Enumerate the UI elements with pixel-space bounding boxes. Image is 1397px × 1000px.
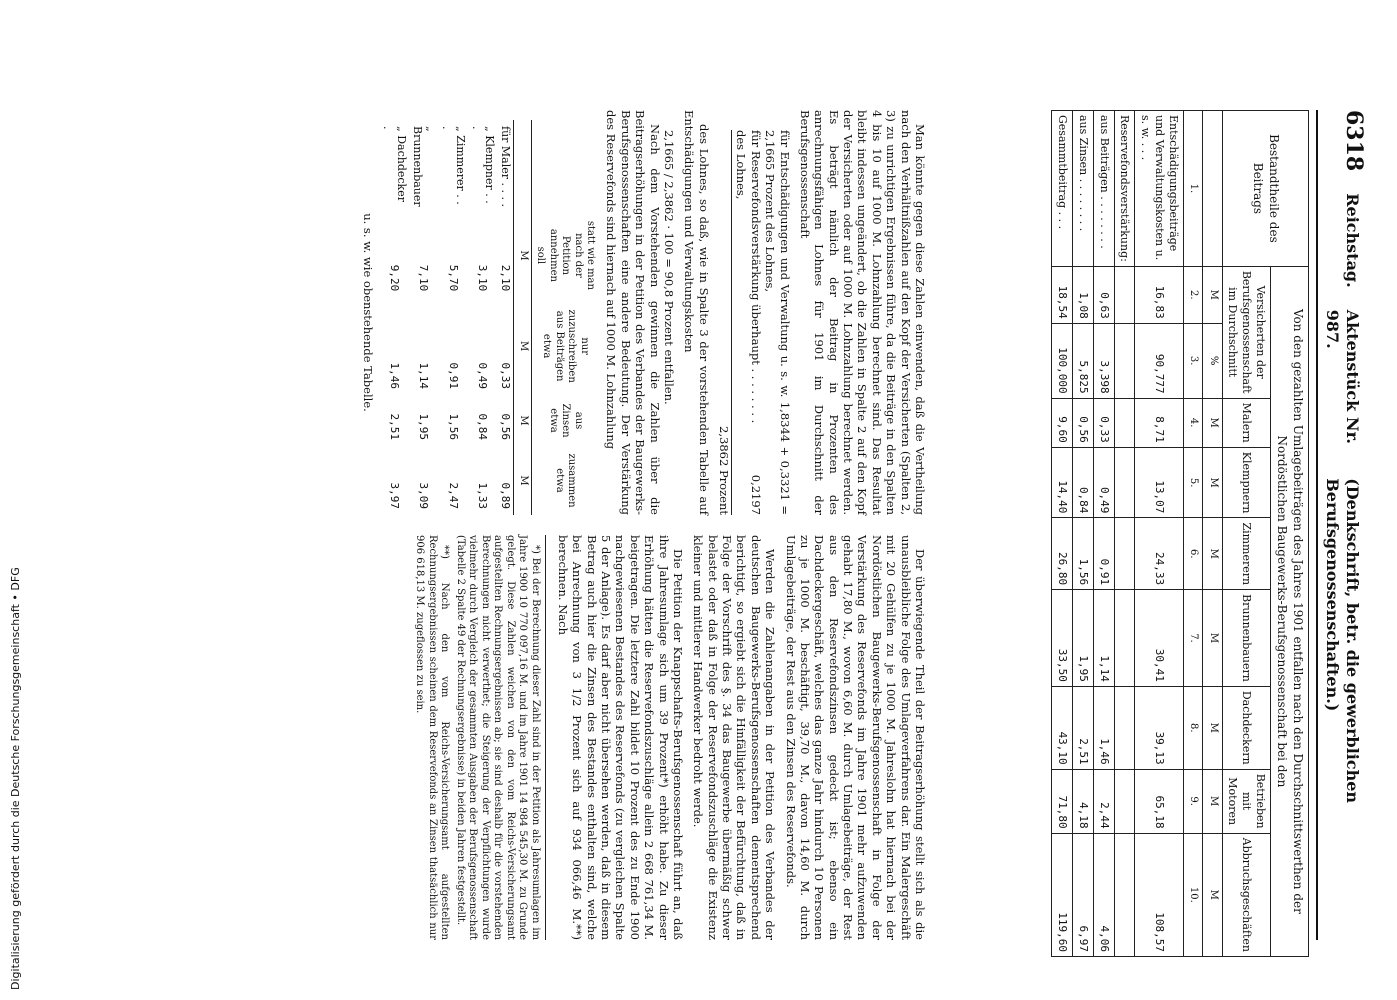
value-cell: 1,08 (1073, 266, 1094, 323)
small-col-header: nur zuzuschreiben aus Beiträgen etwa (531, 297, 598, 395)
value-cell: 1,95 (417, 413, 431, 441)
value-cell (1114, 590, 1135, 687)
value-cell: 119,60 (1052, 833, 1073, 956)
row-label: Reservefondsverstärkung: (1114, 111, 1135, 267)
table-index-row (1183, 111, 1203, 957)
value-cell: 0,33 (1093, 398, 1114, 447)
value-cell: 3,398 (1093, 323, 1114, 398)
value-cell: 1,46 (1093, 686, 1114, 769)
value-cell: 3,09 (417, 482, 431, 509)
value-cell: 0,33 (499, 362, 513, 390)
value-cell: 1,95 (1073, 590, 1094, 687)
value-cell: 100,000 (1052, 323, 1073, 398)
value-cell: 6,97 (1073, 833, 1094, 956)
col-header-klempner: Klempnern (1222, 447, 1270, 518)
calc-value: 0,2197 (748, 474, 763, 515)
value-cell: 1,46 (388, 362, 401, 390)
index-cell: 3. (1183, 323, 1203, 398)
value-cell: 14,40 (1052, 447, 1073, 518)
calc-sub: des Lohnes, (734, 130, 749, 200)
index-cell: 5. (1183, 447, 1203, 518)
paragraph: Werden die Zahlenangaben in der Petition des Verbandes der deutschen Baugewerks-Berufsgenossenschaften dementsprechend berichtigt, so ergiebt sich die Hinfälligkeit der Befürchtung, daß in Folge der Vorschrift des §. 34 das Baugewerbe übermäßig schwer belastet oder daß in Folge der Reservefondszuschläge die Existenz kleiner und mittlerer Handwerker bedroht werde. (691, 535, 778, 940)
calc-line-entschaedigung: für Entschädigungen und Verwaltung u. s. w. 1,8344 + 0,3321 = 2,1665 Prozent des Lohnes, (763, 130, 792, 515)
value-cell: 2,47 (447, 482, 460, 509)
value-cell: 90,777 (1135, 323, 1183, 398)
value-cell: 1,56 (447, 413, 460, 441)
value-cell: 5,70 (447, 264, 460, 292)
right-column (361, 535, 927, 940)
row-label: aus Zinsen . . . . . . . . (1073, 111, 1094, 267)
value-cell: 9,60 (1052, 398, 1073, 447)
value-cell: 5,825 (1073, 323, 1094, 398)
petition-comparison-table (379, 120, 598, 515)
unit-cell: M (1203, 398, 1223, 447)
table-first-col-header: Bestandtheile des Beitrags (1222, 111, 1308, 267)
value-cell: 33,50 (1052, 590, 1073, 687)
value-cell: 0,91 (447, 362, 460, 390)
value-cell: 108,57 (1135, 833, 1183, 956)
col-header-dachdecker: Dachdeckern (1222, 686, 1270, 769)
index-cell: 10. (1183, 833, 1203, 956)
value-cell: 2,10 (499, 264, 513, 292)
value-cell (1114, 518, 1135, 590)
footnotes (413, 535, 546, 940)
unit-cell: M (514, 297, 532, 395)
value-cell: 1,56 (1073, 518, 1094, 590)
calc-line-reserve (749, 130, 763, 515)
value-cell: 0,49 (1093, 447, 1114, 518)
credit-text: Digitalisierung gefördert durch die Deutsche Forschungsgemeinschaft • DFG (9, 567, 22, 990)
value-cell (1114, 769, 1135, 833)
document-title: (Denkschrift, betr. die gewerblichen Berufsgenossenschaften.) (1323, 478, 1362, 804)
paragraph: Der überwiegende Theil der Beitragserhöhung stellt sich als die unausbleibliche Folge des Umlageverfahrens dar. Ein Malergeschäft mit 20 Gehülfen zu je 1000 M. Jahreslohn hat hiernach bei der Nordöstlichen Baugewerks-Berufsgenossenschaft in Folge der Verstärkung des Reservefonds im Jahre 1901 mehr aufzuwenden gehabt 17,80 M., wovon 6,60 M. durch Umlagebeiträge, der Rest aus den Reservefondszinsen gedeckt ist; ebenso ein Dachdeckergeschäft, welches das ganze Jahr hindurch 10 Personen zu je 1000 M. beschäftigt, 39,70 M., davon 14,60 M. durch Umlagebeiträge, der Rest aus den Zinsen des Reservefonds. (783, 535, 927, 940)
value-cell: 26,80 (1052, 518, 1073, 590)
value-cell: 4,06 (1093, 833, 1114, 956)
unit-cell: M (514, 214, 532, 298)
paragraph: des Lohnes, so daß, wie in Spalte 3 der vorstehenden Tabelle auf Entschädigungen und Verwaltungskosten (682, 110, 711, 515)
table-row (1093, 111, 1114, 957)
index-cell: 6. (1183, 518, 1203, 590)
small-col-header: aus Zinsen etwa (531, 395, 598, 446)
value-cell: 0,56 (499, 413, 513, 441)
value-cell (1114, 398, 1135, 447)
value-cell: 2,44 (1093, 769, 1114, 833)
trade-label: „ Zimmerer . . . (440, 126, 467, 205)
unit-cell: M (1203, 769, 1223, 833)
small-table-body (379, 120, 513, 515)
col-header-average: Versicherten der Berufsgenossenschaft im Durchschnitt (1222, 266, 1270, 398)
value-cell: 43,10 (1052, 686, 1073, 769)
calc-label: für Reservefondsverstärkung überhaupt . . . . . . . . (748, 130, 763, 424)
value-cell: 3,97 (388, 482, 401, 509)
unit-cell: M (514, 446, 532, 515)
value-cell (1114, 266, 1135, 323)
paragraph: Man könnte gegen diese Zahlen einwenden, daß die Vertheilung nach den Verhältnißzahlen auf den Kopf der Versicherten (Spalten 2, 3) zu unrichtigen Ergebnissen führe, da die Beiträge in den Spalten 4 bis 10 auf 1000 M. Lohnzahlung berechnet sind. Das Resultat bleibt indessen ungeändert, ob die Zahlen in Spalte 2 auf den Kopf der Versicherten oder auf 1000 M. Lohnzahlung berechnet werden. Es beträgt nämlich der Beitrag in Prozenten des anrechnungsfähigen Lohnes für 1901 im Durchschnitt der Berufsgenossenschaft (798, 110, 927, 515)
trade-label: „ Klempner . . . (469, 126, 497, 204)
col-header-zimmerer: Zimmerern (1222, 518, 1270, 590)
index-cell: 1. (1183, 111, 1203, 267)
value-cell (1114, 833, 1135, 956)
trade-label: „ Dachdecker . (381, 126, 408, 202)
value-cell: 2,51 (388, 413, 401, 441)
value-cell: 39,13 (1135, 686, 1183, 769)
table-row (1114, 111, 1135, 957)
small-table-row (468, 120, 498, 515)
paragraph: Die Petition der Knappschafts-Berufsgenossenschaft führt an, daß ihre Jahresumlage sich um 39 Prozent*) erhöht habe. Zu dieser Erhöhung hätten die Reservefondszuschläge allein 2 668 761,34 M. beigetragen. Die letztere Zahl bildet 10 Prozent des zu Ende 1900 nachgewiesenen Bestandes des Reservefonds (zu vergleichen Spalte 5 der Anlage). Es darf aber nicht übersehen werden, daß in diesem Betrag auch hier die Zinsen des Bestandes enthalten sind, welche bei Anrechnung von 3 1/2 Prozent sich auf 934 066,46 M.**) berechnen. Nach (556, 535, 685, 940)
value-cell: 0,56 (1073, 398, 1094, 447)
unit-cell: M (1203, 447, 1223, 518)
small-table-row (379, 120, 409, 515)
table-row (1052, 111, 1073, 957)
body-columns (361, 110, 927, 940)
index-cell: 4. (1183, 398, 1203, 447)
small-table-row (497, 120, 513, 515)
calc-total: 2,3862 Prozent (717, 130, 732, 515)
value-cell: 0,91 (1093, 518, 1114, 590)
trade-label: „ Brunnenbauer (410, 126, 438, 207)
value-cell: 8,71 (1135, 398, 1183, 447)
table-row (1135, 111, 1183, 957)
index-cell: 2. (1183, 266, 1203, 323)
row-label: aus Beiträgen . . . . . . . . (1093, 111, 1114, 267)
index-cell: 7. (1183, 590, 1203, 687)
value-cell (1114, 686, 1135, 769)
small-col-header: statt wie man nach der Petition annehmen soll (531, 214, 598, 298)
value-cell: 0,84 (476, 413, 490, 441)
table-body (1052, 111, 1183, 957)
small-table-row (409, 120, 439, 515)
value-cell: 1,14 (1093, 590, 1114, 687)
value-cell: 16,83 (1135, 266, 1183, 323)
value-cell: 18,54 (1052, 266, 1073, 323)
value-cell: 1,14 (417, 362, 431, 390)
small-table-row (438, 120, 468, 515)
unit-cell: M (1203, 518, 1223, 590)
col-header-abbruch: Abbruchsgeschäften (1222, 833, 1270, 956)
running-head (1316, 110, 1367, 940)
value-cell: 1,33 (476, 482, 490, 509)
value-cell: 2,51 (1073, 686, 1094, 769)
table-caption: Von den gezahlten Umlagebeiträgen des Jahres 1901 entfallen nach den Durchschnittswerthen der Nordöstlichen Baugewerks-Berufsgenossenschaft bei den (1270, 266, 1308, 956)
closing-line: u. s. w. wie obenstehende Tabelle. (361, 213, 376, 412)
footnote-1: *) Bei der Berechnung dieser Zahl sind in der Petition als Jahresumlagen im Jahre 1900 10 770 097,16 M. und im Jahre 1901 14 984 545,30 M. zu Grunde gelegt. Diese Zahlen weichen von den vom Reichs-Versicherungsamt aufgestellten Rechnungsergebnissen ab; sie sind deshalb für die vorstehenden Berechnungen nicht verwerthet; die Steigerung der Verpflichtungen wurde vielmehr durch Vergleich der gesammten Ausgaben der Berufsgenossenschaft (Tabelle 2 Spalte 49 der Rechnungsergebnisse) in beiden Jahren festgestellt. (454, 535, 541, 940)
table-row (1073, 111, 1094, 957)
unit-cell: % (1203, 323, 1223, 398)
col-header-motoren: Betrieben mit Motoren (1222, 769, 1270, 833)
contribution-table (1051, 110, 1309, 957)
value-cell (1114, 323, 1135, 398)
value-cell: 0,89 (499, 482, 513, 509)
value-cell: 9,20 (388, 264, 401, 292)
document-number: Aktenstück Nr. 987. (1323, 309, 1362, 444)
col-header-brunnenbauer: Brunnenbauern (1222, 590, 1270, 687)
calculation-block (717, 130, 792, 515)
paragraph: Nach dem Vorstehenden gewinnen die Zahlen über die Beitragserhöhungen in der Petition des Verbandes der Baugewerks-Berufsgenossenschaften eine andere Bedeutung. Der Verstärkung des Reservefonds sind hiernach auf 1000 M. Lohnzahlung (604, 110, 662, 515)
unit-cell: M (1203, 590, 1223, 687)
unit-cell: M (1203, 266, 1223, 323)
left-column (361, 110, 927, 515)
row-label: Gesammtbeitrag . . . (1052, 111, 1073, 267)
unit-cell: M (1203, 686, 1223, 769)
value-cell: 4,18 (1073, 769, 1094, 833)
source-label: Reichstag. (1343, 193, 1362, 288)
value-cell: 7,10 (417, 264, 431, 292)
page-number: 6318 (1341, 110, 1367, 172)
value-cell: 13,07 (1135, 447, 1183, 518)
trade-label: für Maler . . . . (499, 126, 513, 207)
value-cell: 0,49 (476, 362, 490, 390)
fraction-formula: 2,1665 / 2,3862 · 100 = 90,8 Prozent entfallen. (662, 130, 676, 405)
unit-cell: M (1203, 833, 1223, 956)
value-cell: 24,33 (1135, 518, 1183, 590)
unit-cell: M (514, 395, 532, 446)
value-cell: 30,41 (1135, 590, 1183, 687)
value-cell: 71,80 (1052, 769, 1073, 833)
footnote-2: **) Nach den vom Reichs-Versicherungsamt aufgestellten Rechnungsergebnissen scheinen dem Reservefonds an Zinsen thatsächlich nur 906 618,13 M. zugeflossen zu sein. (414, 535, 451, 940)
value-cell: 3,10 (476, 264, 490, 292)
row-label: Entschädigungsbeiträge und Verwaltungskosten u. s. w. . . . (1135, 111, 1183, 267)
value-cell: 0,84 (1073, 447, 1094, 518)
value-cell (1114, 447, 1135, 518)
index-cell: 9. (1183, 769, 1203, 833)
col-header-maler: Malern (1222, 398, 1270, 447)
index-cell: 8. (1183, 686, 1203, 769)
value-cell: 65,18 (1135, 769, 1183, 833)
value-cell: 0,63 (1093, 266, 1114, 323)
digitization-credit (8, 0, 22, 1000)
table-unit-row (1203, 111, 1223, 957)
small-col-header: zusammen etwa (531, 446, 598, 515)
